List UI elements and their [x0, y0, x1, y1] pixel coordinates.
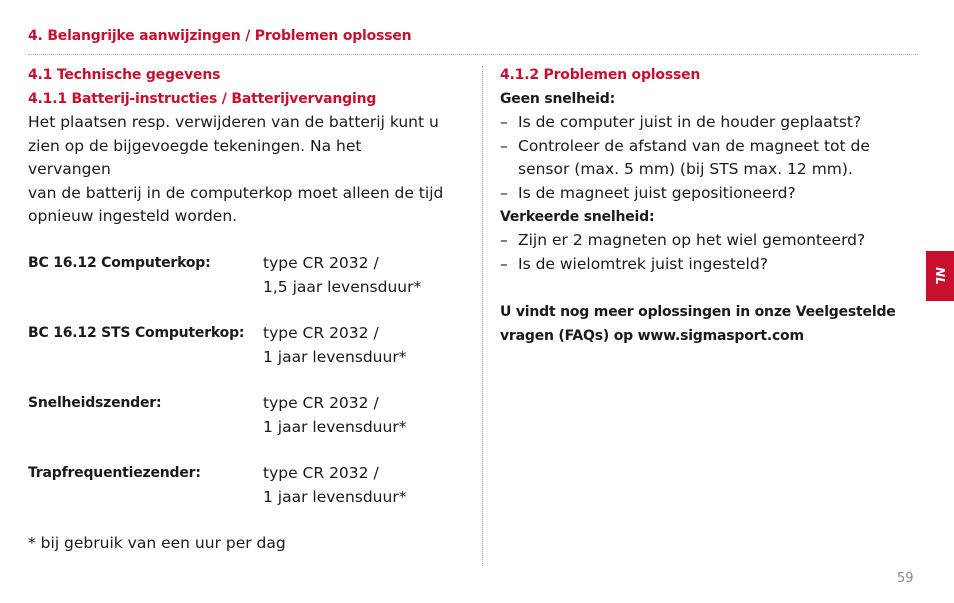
- dash-bullet: –: [500, 136, 508, 155]
- faq-note: [500, 300, 900, 348]
- spec-label: Trapfrequentiezender:: [28, 465, 201, 481]
- spec-battery-type: type CR 2032 /: [263, 464, 379, 482]
- list-item: [500, 253, 900, 277]
- spec-battery-type: type CR 2032 /: [263, 254, 379, 272]
- intro-line: van de batterij in de computerkop moet alleen de tijd: [28, 183, 444, 202]
- group-title-wrong-speed: Verkeerde snelheid:: [500, 209, 655, 225]
- spec-label: BC 16.12 Computerkop:: [28, 255, 211, 271]
- battery-intro: [28, 111, 448, 229]
- list-item: [500, 135, 900, 182]
- dash-bullet: –: [500, 183, 508, 202]
- list-item-text: Zijn er 2 magneten op het wiel gemonteerd?: [518, 231, 866, 249]
- group-title-no-speed: Geen snelheid:: [500, 91, 615, 107]
- column-divider: [482, 66, 483, 566]
- list-item-text: Is de wielomtrek juist ingesteld?: [518, 254, 768, 273]
- list-item-text: Is de magneet juist gepositioneerd?: [518, 183, 796, 202]
- spec-cadence-transmitter: [28, 462, 448, 532]
- spec-battery-life: 1 jaar levensduur*: [263, 487, 407, 506]
- spec-sts-computer-head: [28, 322, 448, 392]
- subsection-title-battery: 4.1.1 Batterij-instructies / Batterijvervanging: [28, 91, 377, 107]
- intro-line: Het plaatsen resp. verwijderen van de batterij kunt u: [28, 113, 439, 131]
- header-divider: [28, 54, 918, 55]
- list-item-text: Controleer de afstand van de magneet tot de: [518, 136, 870, 155]
- spec-label: Snelheidszender:: [28, 395, 162, 411]
- left-column: [28, 63, 448, 556]
- footnote: * bij gebruik van een uur per dag: [28, 534, 286, 552]
- right-column: [500, 63, 900, 348]
- faq-line: vragen (FAQs) op www.sigmasport.com: [500, 327, 804, 344]
- spec-battery-type: type CR 2032 /: [263, 394, 379, 412]
- spec-battery-life: 1,5 jaar levensduur*: [263, 277, 422, 296]
- faq-line: U vindt nog meer oplossingen in onze Veelgestelde: [500, 303, 896, 320]
- section-title-troubleshooting: 4.1.2 Problemen oplossen: [500, 67, 701, 83]
- page-number: 59: [897, 571, 914, 586]
- dash-bullet: –: [500, 254, 508, 273]
- list-item: [500, 111, 900, 135]
- spec-speed-transmitter: [28, 392, 448, 462]
- spec-value: [263, 252, 421, 299]
- dash-bullet: –: [500, 113, 508, 131]
- section-title-technical-data: 4.1 Technische gegevens: [28, 67, 221, 83]
- language-tab: [926, 251, 954, 301]
- spec-computer-head: [28, 252, 448, 322]
- spec-battery-life: 1 jaar levensduur*: [263, 417, 407, 436]
- intro-line: opnieuw ingesteld worden.: [28, 207, 238, 225]
- spec-battery-type: type CR 2032 /: [263, 324, 379, 342]
- intro-line: zien op de bijgevoegde tekeningen. Na het vervangen: [28, 136, 362, 178]
- list-item: [500, 229, 900, 253]
- dash-bullet: –: [500, 231, 508, 249]
- spec-label: BC 16.12 STS Computerkop:: [28, 325, 245, 341]
- language-tab-label: NL: [932, 267, 947, 285]
- list-item-text: Is de computer juist in de houder geplaatst?: [518, 113, 862, 131]
- chapter-title: 4. Belangrijke aanwijzingen / Problemen oplossen: [28, 28, 412, 44]
- spec-value: [263, 392, 406, 439]
- list-item: [500, 182, 900, 206]
- spec-value: [263, 462, 406, 509]
- spec-value: [263, 322, 406, 369]
- list-item-text: sensor (max. 5 mm) (bij STS max. 12 mm).: [518, 160, 853, 178]
- spec-battery-life: 1 jaar levensduur*: [263, 347, 407, 366]
